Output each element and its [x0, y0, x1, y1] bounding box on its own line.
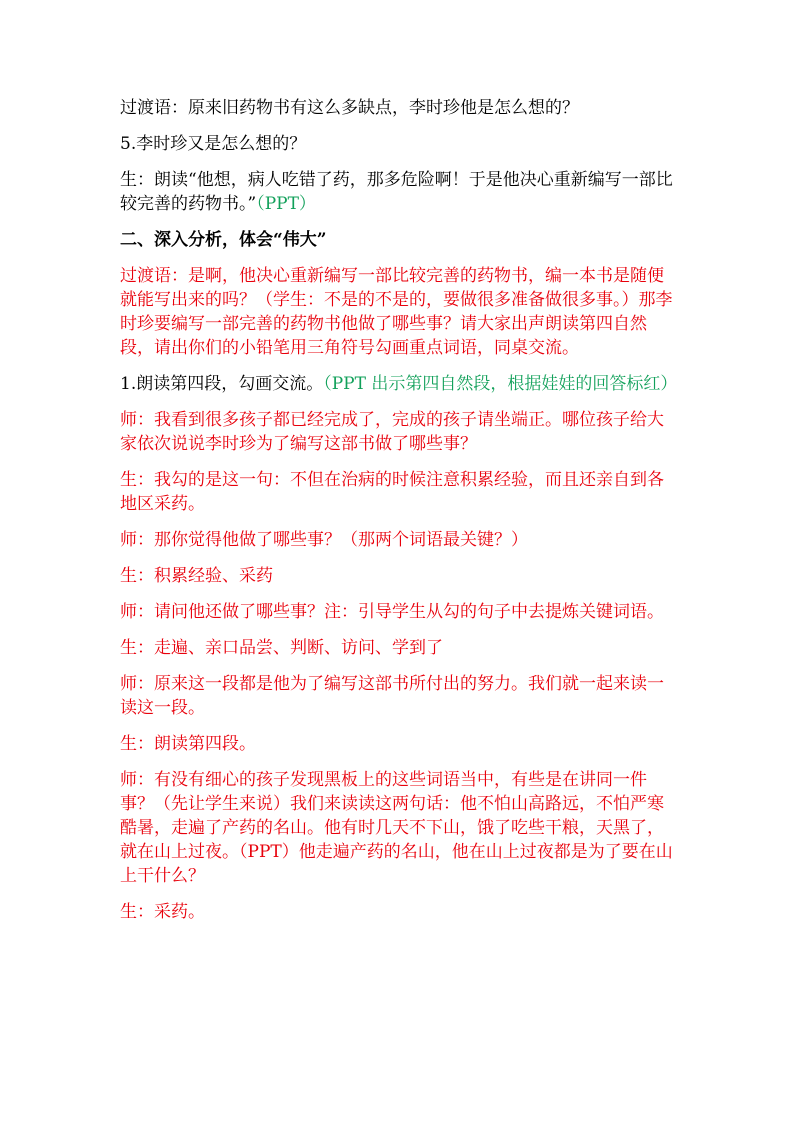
paragraph-teacher-5 — [120, 768, 680, 888]
text-run: 过渡语：是啊，他决心重新编写一部比较完善的药物书，编一本书是随便就能写出来的吗？（学生：不是的不是的，要做很多准备做很多事。）那李时珍要编写一部完善的药物书他做了哪些事？请大家出声朗读第四自然段，请出你们的小铅笔用三角符号勾画重点词语，同桌交流。 — [120, 266, 673, 358]
paragraph-student-3 — [120, 636, 680, 660]
text-run: 生：积累经验、采药 — [120, 566, 273, 586]
paragraph-transition-1 — [120, 96, 680, 120]
text-run: 过渡语：原来旧药物书有这么多缺点，李时珍他是怎么想的？ — [120, 98, 579, 118]
paragraph-question-5 — [120, 132, 680, 156]
ppt-note: （PPT） — [256, 194, 316, 214]
text-run: 生：朗读第四段。 — [120, 734, 256, 754]
paragraph-transition-2 — [120, 264, 680, 360]
ppt-note: （PPT 出示第四自然段，根据娃娃的回答标红） — [323, 374, 678, 394]
text-run: 生：走遍、亲口品尝、判断、访问、学到了 — [120, 638, 443, 658]
text-run: 生：朗读“他想，病人吃错了药，那多危险啊！于是他决心重新编写一部比较完善的药物书。” — [120, 170, 673, 214]
paragraph-teacher-2 — [120, 528, 680, 552]
text-run: 5.李时珍又是怎么想的？ — [120, 134, 307, 154]
text-run: 1.朗读第四段，勾画交流。 — [120, 374, 324, 394]
paragraph-student-1 — [120, 468, 680, 516]
paragraph-student-2 — [120, 564, 680, 588]
section-heading-2 — [120, 228, 680, 252]
text-run: 生：采药。 — [120, 902, 205, 922]
text-run: 师：那你觉得他做了哪些事？（那两个词语最关键？） — [120, 530, 528, 550]
text-run: 师：我看到很多孩子都已经完成了，完成的孩子请坐端正。哪位孩子给大家依次说说李时珍为了编写这部书做了哪些事？ — [120, 410, 664, 454]
paragraph-teacher-4 — [120, 672, 680, 720]
text-run: 二、深入分析，体会“伟大” — [120, 230, 327, 250]
document-body — [120, 96, 680, 936]
paragraph-student-reading — [120, 168, 680, 216]
paragraph-step-1 — [120, 372, 680, 396]
paragraph-teacher-3 — [120, 600, 680, 624]
text-run: 师：请问他还做了哪些事？注：引导学生从勾的句子中去提炼关键词语。 — [120, 602, 664, 622]
paragraph-student-5 — [120, 900, 680, 924]
paragraph-student-4 — [120, 732, 680, 756]
text-run: 师：原来这一段都是他为了编写这部书所付出的努力。我们就一起来读一读这一段。 — [120, 674, 664, 718]
text-run: 生：我勾的是这一句：不但在治病的时候注意积累经验，而且还亲自到各地区采药。 — [120, 470, 664, 514]
paragraph-teacher-1 — [120, 408, 680, 456]
text-run: 师：有没有细心的孩子发现黑板上的这些词语当中，有些是在讲同一件事？（先让学生来说）我们来读读这两句话：他不怕山高路远，不怕严寒酷暑，走遍了产药的名山。他有时几天不下山，饿了吃些干粮，天黑了，就在山上过夜。（PPT）他走遍产药的名山，他在山上过夜都是为了要在山上干什么？ — [120, 770, 673, 886]
